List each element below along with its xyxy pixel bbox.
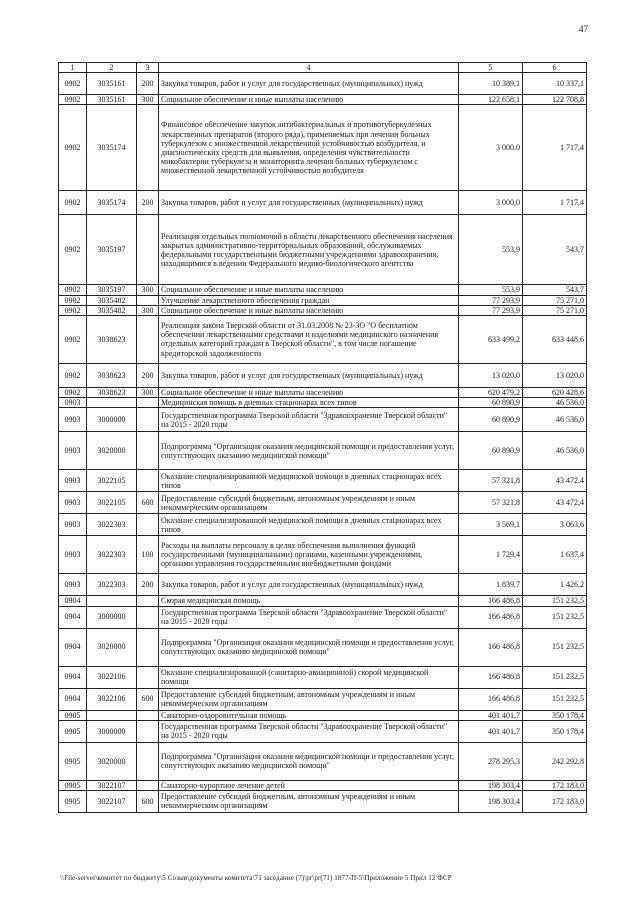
item-description-cell: Закупка товаров, работ и услуг для государственных (муниципальных) нужд	[159, 363, 459, 387]
target-code-cell: 3035482	[87, 295, 137, 305]
column-header: 1	[59, 63, 87, 73]
table-row	[59, 780, 587, 790]
amount-actual-cell: 543,7	[523, 285, 587, 295]
table-row	[59, 191, 587, 215]
page-number: 47	[579, 24, 588, 34]
section-code-cell: 0902	[59, 95, 87, 105]
target-code-cell: 3020000	[87, 742, 137, 780]
table-row	[59, 688, 587, 710]
target-code-cell: 3038623	[87, 387, 137, 397]
target-code-cell: 3020000	[87, 432, 137, 470]
amount-actual-cell: 46 536,0	[523, 398, 587, 408]
target-code-cell: 3022303	[87, 514, 137, 536]
expense-type-cell: 300	[137, 305, 159, 315]
expense-type-cell: 300	[137, 95, 159, 105]
amount-planned-cell: 77 293,9	[459, 295, 523, 305]
amount-planned-cell: 57 321,8	[459, 470, 523, 492]
section-code-cell: 0903	[59, 398, 87, 408]
item-description-cell: Реализация отдельных полномочий в области лекарственного обеспечения населения закрытых административно-территориальных образований, обслуживаемых федеральными государственными бюджетными учреждениями здравоохранения, находящимися в ведении Федерального медико-биологического агентства	[159, 215, 459, 285]
expense-type-cell	[137, 295, 159, 305]
amount-actual-cell: 75 271,0	[523, 295, 587, 305]
amount-actual-cell: 151 232,5	[523, 596, 587, 606]
item-description-cell: Предоставление субсидий бюджетным, автономным учреждениям и иным некоммерческим организациям	[159, 790, 459, 812]
item-description-cell: Предоставление субсидий бюджетным, автономным учреждениям и иным некоммерческим организациям	[159, 688, 459, 710]
column-header: 2	[87, 63, 137, 73]
amount-actual-cell: 1 637,4	[523, 536, 587, 574]
item-description-cell: Санаторно-курортное лечение детей	[159, 780, 459, 790]
amount-planned-cell: 3 000,0	[459, 191, 523, 215]
target-code-cell: 3035197	[87, 285, 137, 295]
table-row	[59, 398, 587, 408]
amount-actual-cell: 633 448,6	[523, 315, 587, 363]
expense-type-cell	[137, 398, 159, 408]
target-code-cell: 3022303	[87, 574, 137, 596]
amount-planned-cell: 122 658,1	[459, 95, 523, 105]
item-description-cell: Оказание специализированной (санитарно-авиационной) скорой медицинской помощи	[159, 666, 459, 688]
section-code-cell: 0904	[59, 628, 87, 666]
amount-planned-cell: 3 569,1	[459, 514, 523, 536]
amount-actual-cell: 151 232,5	[523, 666, 587, 688]
section-code-cell: 0903	[59, 574, 87, 596]
section-code-cell: 0903	[59, 432, 87, 470]
table-row	[59, 363, 587, 387]
column-header: 3	[137, 63, 159, 73]
item-description-cell: Подпрограмма "Организация оказания медицинской помощи и предоставления услуг, сопутствующих оказанию медицинской помощи"	[159, 432, 459, 470]
item-description-cell: Предоставление субсидий бюджетным, автономным учреждениям и иным некоммерческим организациям	[159, 492, 459, 514]
target-code-cell: 3022106	[87, 688, 137, 710]
table-row	[59, 408, 587, 432]
expense-type-cell	[137, 780, 159, 790]
target-code-cell: 3022107	[87, 780, 137, 790]
target-code-cell	[87, 710, 137, 720]
budget-table	[58, 62, 587, 813]
amount-actual-cell: 350 178,4	[523, 720, 587, 742]
item-description-cell: Оказание специализированной медицинской помощи в дневных стационарах всех типов	[159, 514, 459, 536]
expense-type-cell: 200	[137, 363, 159, 387]
section-code-cell: 0903	[59, 408, 87, 432]
table-row	[59, 536, 587, 574]
expense-type-cell	[137, 514, 159, 536]
section-code-cell: 0902	[59, 191, 87, 215]
expense-type-cell: 600	[137, 790, 159, 812]
amount-actual-cell: 172 183,0	[523, 780, 587, 790]
expense-type-cell: 100	[137, 536, 159, 574]
target-code-cell: 3035174	[87, 105, 137, 191]
target-code-cell: 3035174	[87, 191, 137, 215]
amount-planned-cell: 633 499,2	[459, 315, 523, 363]
expense-type-cell	[137, 432, 159, 470]
amount-actual-cell: 46 536,0	[523, 432, 587, 470]
column-header: 5	[459, 63, 523, 73]
expense-type-cell	[137, 315, 159, 363]
amount-actual-cell: 1 717,4	[523, 191, 587, 215]
amount-actual-cell: 46 536,0	[523, 408, 587, 432]
section-code-cell: 0904	[59, 666, 87, 688]
amount-planned-cell: 1 839,7	[459, 574, 523, 596]
table-row	[59, 387, 587, 397]
amount-actual-cell: 13 020,0	[523, 363, 587, 387]
table-row	[59, 470, 587, 492]
table-row	[59, 606, 587, 628]
amount-actual-cell: 10 337,1	[523, 73, 587, 95]
expense-type-cell	[137, 742, 159, 780]
amount-planned-cell: 60 890,9	[459, 398, 523, 408]
amount-actual-cell: 151 232,5	[523, 606, 587, 628]
table-row	[59, 790, 587, 812]
item-description-cell: Социальное обеспечение и иные выплаты населению	[159, 387, 459, 397]
amount-planned-cell: 57 321,8	[459, 492, 523, 514]
table-row	[59, 95, 587, 105]
expense-type-cell: 300	[137, 285, 159, 295]
table-row	[59, 628, 587, 666]
item-description-cell: Закупка товаров, работ и услуг для государственных (муниципальных) нужд	[159, 191, 459, 215]
amount-planned-cell: 10 389,1	[459, 73, 523, 95]
amount-actual-cell: 151 232,5	[523, 688, 587, 710]
target-code-cell: 3022106	[87, 666, 137, 688]
amount-actual-cell: 75 271,0	[523, 305, 587, 315]
section-code-cell: 0902	[59, 387, 87, 397]
item-description-cell: Расходы на выплаты персоналу в целях обеспечения выполнения функций государственными (муниципальными) органами, казенными учреждениями, органами управления государственными внебюджетными фондами	[159, 536, 459, 574]
table-row	[59, 720, 587, 742]
section-code-cell: 0902	[59, 215, 87, 285]
expense-type-cell	[137, 408, 159, 432]
amount-planned-cell: 166 486,8	[459, 666, 523, 688]
item-description-cell: Санаторно-оздоровительная помощь	[159, 710, 459, 720]
target-code-cell	[87, 398, 137, 408]
amount-planned-cell: 553,9	[459, 285, 523, 295]
table-row	[59, 514, 587, 536]
target-code-cell	[87, 596, 137, 606]
item-description-cell: Подпрограмма "Организация оказания медицинской помощи и предоставления услуг, сопутствующих оказанию медицинской помощи"	[159, 628, 459, 666]
amount-planned-cell: 60 890,9	[459, 408, 523, 432]
section-code-cell: 0905	[59, 720, 87, 742]
amount-actual-cell: 1 717,4	[523, 105, 587, 191]
item-description-cell: Государственная программа Тверской области "Здравоохранение Тверской области" на 2015 - 2020 годы	[159, 408, 459, 432]
item-description-cell: Закупка товаров, работ и услуг для государственных (муниципальных) нужд	[159, 574, 459, 596]
amount-actual-cell: 620 428,6	[523, 387, 587, 397]
table-row	[59, 574, 587, 596]
expense-type-cell	[137, 710, 159, 720]
table-body	[59, 73, 587, 813]
target-code-cell: 3022105	[87, 470, 137, 492]
amount-planned-cell: 166 486,8	[459, 688, 523, 710]
expense-type-cell	[137, 596, 159, 606]
section-code-cell: 0903	[59, 514, 87, 536]
column-header: 4	[159, 63, 459, 73]
amount-planned-cell: 166 486,8	[459, 628, 523, 666]
item-description-cell: Скорая медицинская помощь	[159, 596, 459, 606]
amount-planned-cell: 166 486,8	[459, 596, 523, 606]
item-description-cell: Закупка товаров, работ и услуг для государственных (муниципальных) нужд	[159, 73, 459, 95]
expense-type-cell	[137, 215, 159, 285]
item-description-cell: Реализация закона Тверской области от 31.03.2008 № 23-ЗО "О бесплатном обеспечении лекарственными средствами и изделиями медицинского назначения отдельных категорий граждан в Тверской области", в том числе погашение кредиторской задолженности	[159, 315, 459, 363]
table-row	[59, 105, 587, 191]
section-code-cell: 0903	[59, 536, 87, 574]
table-row	[59, 73, 587, 95]
amount-planned-cell: 60 890,9	[459, 432, 523, 470]
expense-type-cell: 200	[137, 191, 159, 215]
expense-type-cell	[137, 105, 159, 191]
item-description-cell: Социальное обеспечение и иные выплаты населению	[159, 95, 459, 105]
amount-actual-cell: 350 178,4	[523, 710, 587, 720]
file-path-footer: \\File-server\комитет по бюджету\5 Созыв\документы комитета\71 заседание (7)\pr\pr(71) 1877-П-5\Приложение 5 Прил 12 ФСР	[60, 874, 452, 882]
target-code-cell: 3000000	[87, 408, 137, 432]
expense-type-cell: 200	[137, 574, 159, 596]
amount-actual-cell: 151 232,5	[523, 628, 587, 666]
target-code-cell: 3038623	[87, 363, 137, 387]
section-code-cell: 0902	[59, 105, 87, 191]
section-code-cell: 0902	[59, 285, 87, 295]
table-row	[59, 710, 587, 720]
amount-planned-cell: 166 486,8	[459, 606, 523, 628]
amount-planned-cell: 553,9	[459, 215, 523, 285]
item-description-cell: Государственная программа Тверской области "Здравоохранение Тверской области" на 2015 - 2020 годы	[159, 720, 459, 742]
amount-planned-cell: 198 303,4	[459, 790, 523, 812]
section-code-cell: 0905	[59, 790, 87, 812]
section-code-cell: 0904	[59, 688, 87, 710]
expense-type-cell: 300	[137, 387, 159, 397]
target-code-cell: 3000000	[87, 606, 137, 628]
table-row	[59, 295, 587, 305]
amount-actual-cell: 43 472,4	[523, 470, 587, 492]
section-code-cell: 0902	[59, 295, 87, 305]
expense-type-cell	[137, 720, 159, 742]
amount-planned-cell: 198 303,4	[459, 780, 523, 790]
section-code-cell: 0902	[59, 73, 87, 95]
table-row	[59, 305, 587, 315]
item-description-cell: Государственная программа Тверской области "Здравоохранение Тверской области" на 2015 - 2020 годы	[159, 606, 459, 628]
amount-actual-cell: 3 063,6	[523, 514, 587, 536]
section-code-cell: 0905	[59, 742, 87, 780]
amount-planned-cell: 13 020,0	[459, 363, 523, 387]
amount-planned-cell: 401 401,7	[459, 710, 523, 720]
target-code-cell: 3038623	[87, 315, 137, 363]
item-description-cell: Медицинская помощь в дневных стационарах всех типов	[159, 398, 459, 408]
section-code-cell: 0904	[59, 596, 87, 606]
amount-planned-cell: 1 729,4	[459, 536, 523, 574]
target-code-cell: 3020000	[87, 628, 137, 666]
expense-type-cell	[137, 666, 159, 688]
section-code-cell: 0902	[59, 315, 87, 363]
section-code-cell: 0903	[59, 492, 87, 514]
table-row	[59, 215, 587, 285]
expense-type-cell	[137, 606, 159, 628]
target-code-cell: 3035161	[87, 95, 137, 105]
target-code-cell: 3000000	[87, 720, 137, 742]
amount-planned-cell: 401 401,7	[459, 720, 523, 742]
section-code-cell: 0904	[59, 606, 87, 628]
table-row	[59, 666, 587, 688]
section-code-cell: 0903	[59, 470, 87, 492]
table-row	[59, 596, 587, 606]
amount-planned-cell: 77 293,9	[459, 305, 523, 315]
amount-planned-cell: 278 295,3	[459, 742, 523, 780]
amount-actual-cell: 43 472,4	[523, 492, 587, 514]
section-code-cell: 0905	[59, 780, 87, 790]
amount-actual-cell: 242 292,8	[523, 742, 587, 780]
target-code-cell: 3022303	[87, 536, 137, 574]
section-code-cell: 0902	[59, 305, 87, 315]
table-row	[59, 315, 587, 363]
amount-planned-cell: 620 479,2	[459, 387, 523, 397]
target-code-cell: 3022107	[87, 790, 137, 812]
amount-planned-cell: 3 000,0	[459, 105, 523, 191]
target-code-cell: 3022105	[87, 492, 137, 514]
item-description-cell: Социальное обеспечение и иные выплаты населению	[159, 285, 459, 295]
section-code-cell: 0902	[59, 363, 87, 387]
table-row	[59, 432, 587, 470]
table-header-row	[59, 63, 587, 73]
target-code-cell: 3035482	[87, 305, 137, 315]
item-description-cell: Улучшение лекарственного обеспечения граждан	[159, 295, 459, 305]
item-description-cell: Социальное обеспечение и иные выплаты населению	[159, 305, 459, 315]
item-description-cell: Оказание специализированной медицинской помощи в дневных стационарах всех типов	[159, 470, 459, 492]
expense-type-cell: 600	[137, 688, 159, 710]
amount-actual-cell: 543,7	[523, 215, 587, 285]
table-row	[59, 285, 587, 295]
column-header: 6	[523, 63, 587, 73]
expense-type-cell	[137, 628, 159, 666]
target-code-cell: 3035197	[87, 215, 137, 285]
table-row	[59, 492, 587, 514]
amount-actual-cell: 172 183,0	[523, 790, 587, 812]
amount-actual-cell: 122 708,8	[523, 95, 587, 105]
section-code-cell: 0905	[59, 710, 87, 720]
expense-type-cell	[137, 470, 159, 492]
expense-type-cell: 200	[137, 73, 159, 95]
target-code-cell: 3035161	[87, 73, 137, 95]
item-description-cell: Подпрограмма "Организация оказания медицинской помощи и предоставления услуг, сопутствующих оказанию медицинской помощи"	[159, 742, 459, 780]
amount-actual-cell: 1 426,2	[523, 574, 587, 596]
expense-type-cell: 600	[137, 492, 159, 514]
table-row	[59, 742, 587, 780]
item-description-cell: Финансовое обеспечение закупок антибактериальных и противотуберкулезных лекарственных препаратов (второго ряда), применяемых при лечении больных туберкулезом с множественной лекарственной устойчивостью возбудителя, и диагностических средств для выявления, определения чувствительности микобактерии туберкулеза и мониторинга лечения больных туберкулезом с множественной лекарственной устойчивостью возбудителя	[159, 105, 459, 191]
